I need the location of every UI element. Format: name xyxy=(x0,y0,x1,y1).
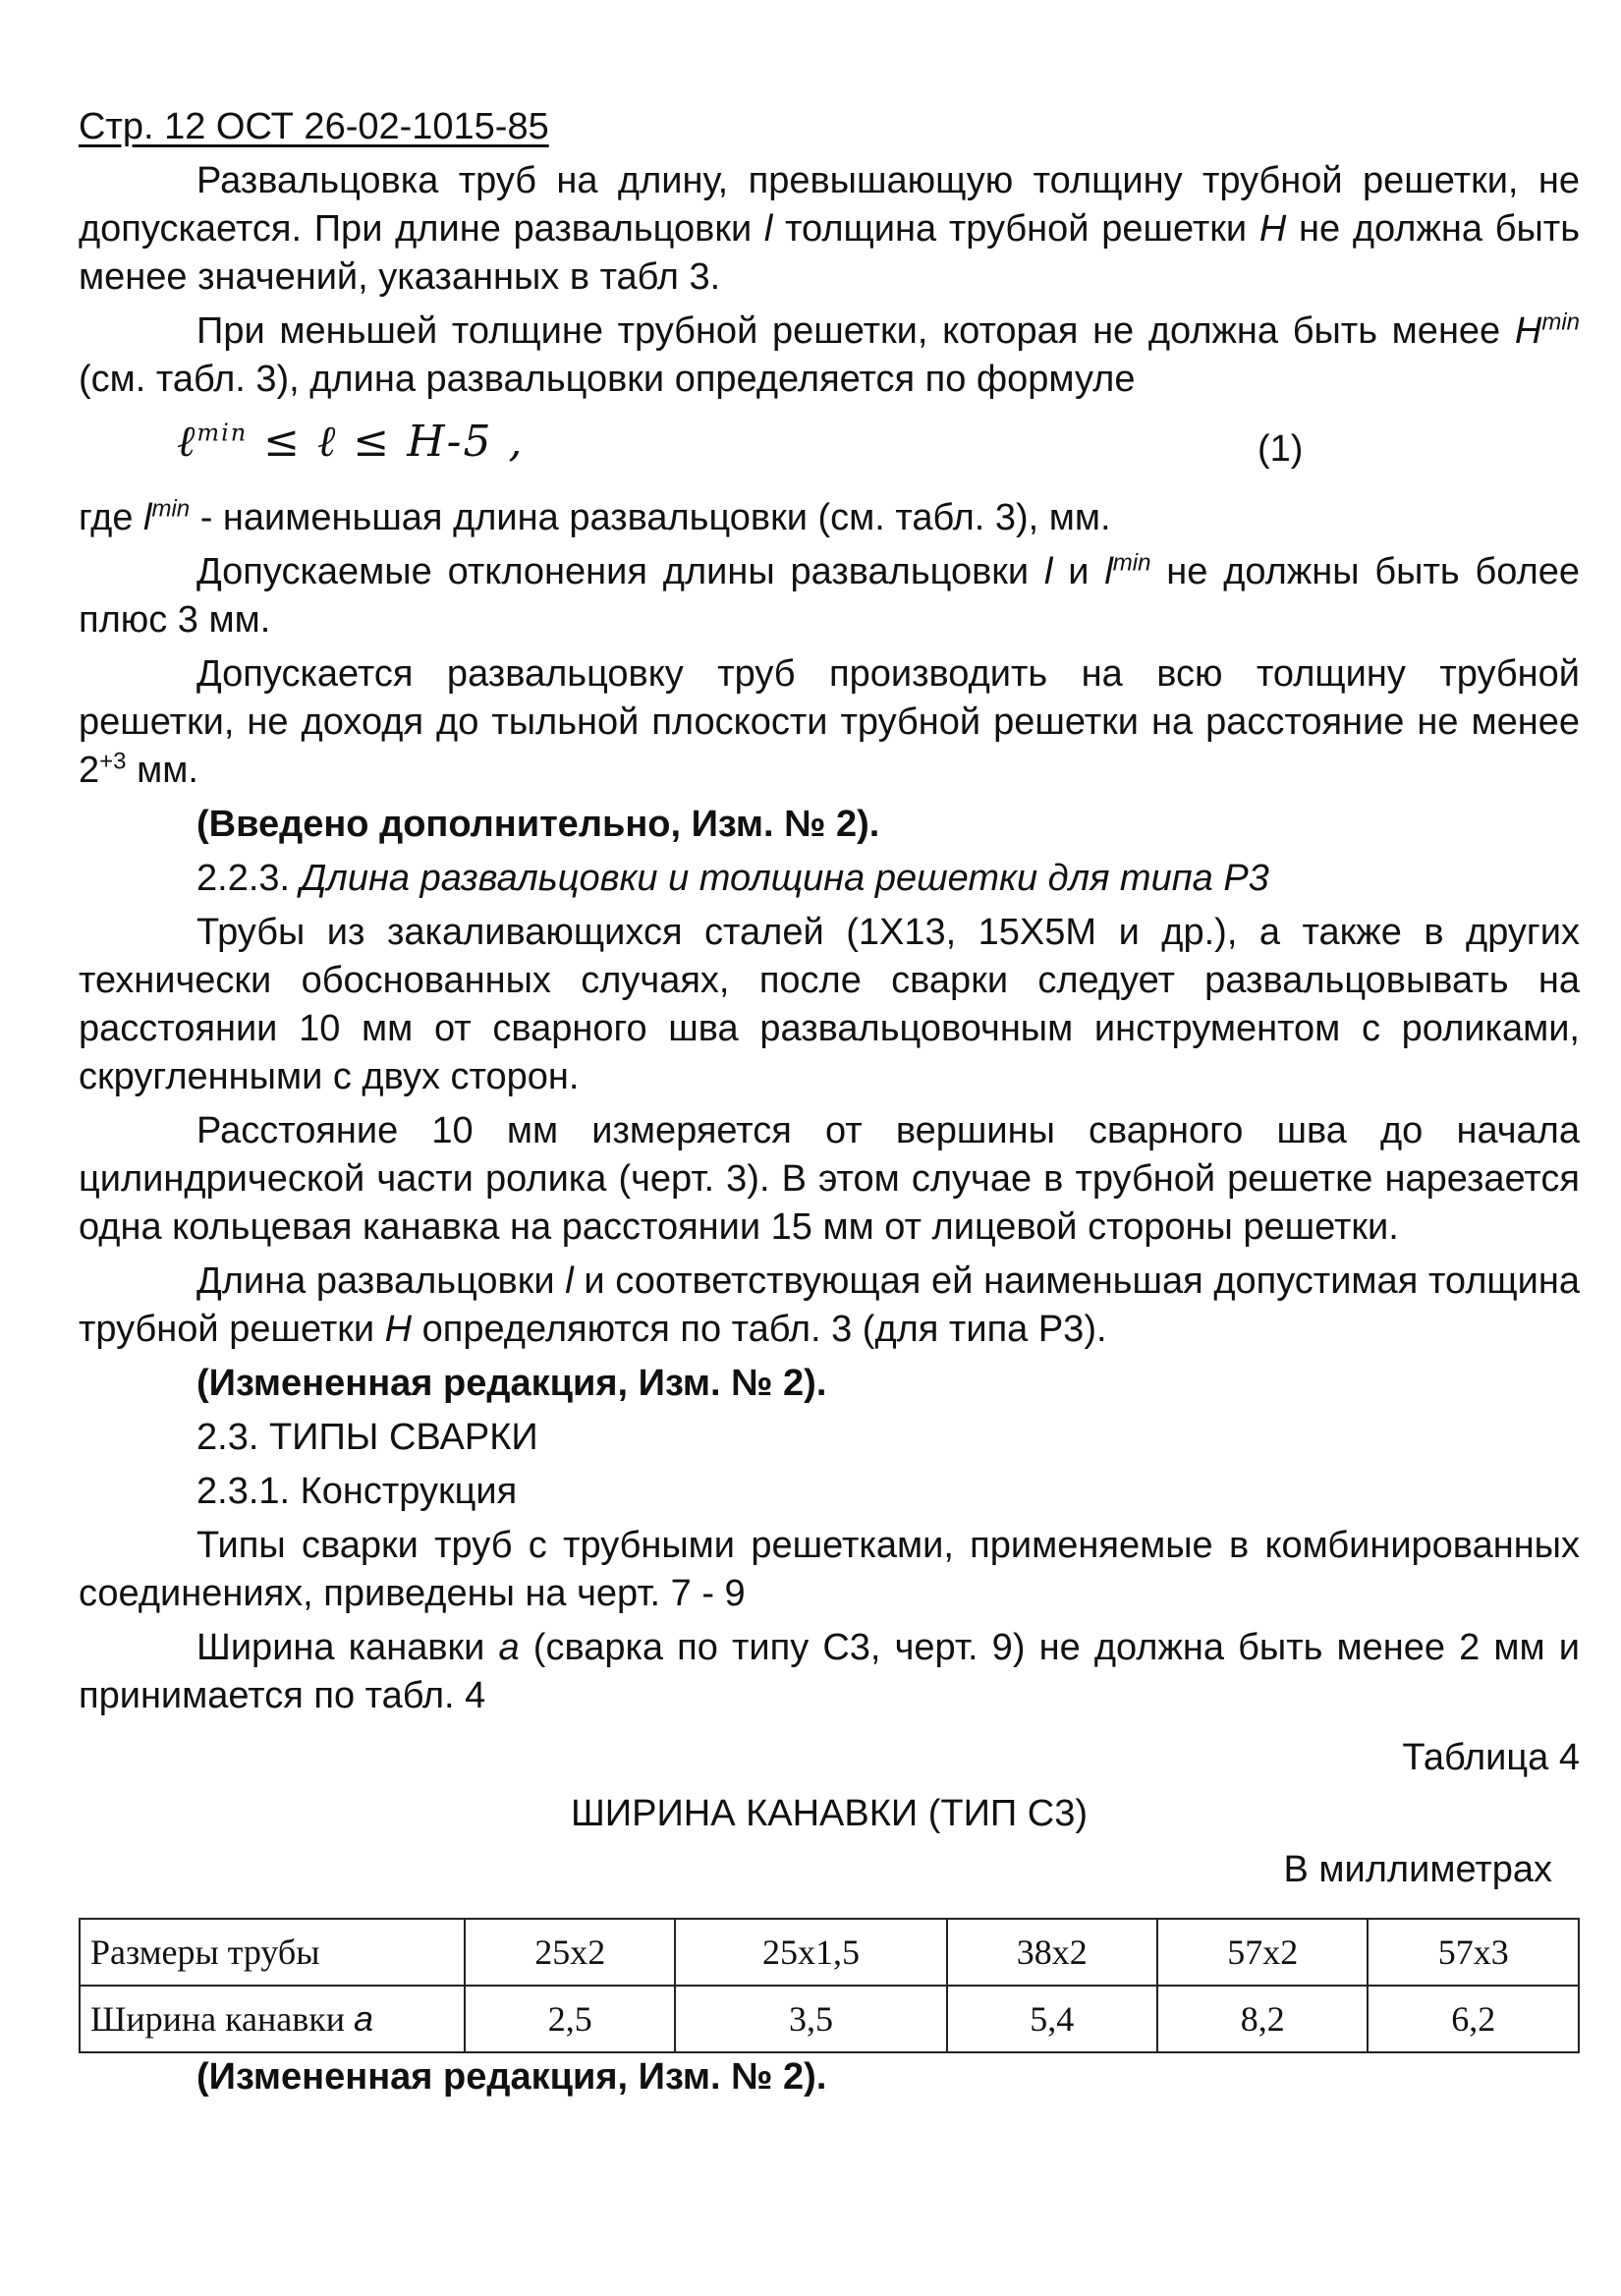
superscript-tolerance: +3 xyxy=(99,748,127,775)
text-run: где xyxy=(79,497,144,538)
groove-width-table xyxy=(79,1918,1580,2053)
text-run: (см. табл. 3), длина развальцовки определяется по формуле xyxy=(79,359,1136,400)
section-heading-2-2-3 xyxy=(79,855,1580,903)
paragraph-length-table3 xyxy=(79,1258,1580,1354)
paragraph-distance: Расстояние 10 мм измеряется от вершины сварного шва до начала цилиндрической части ролика (черт. 3). В этом случае в трубной решетке нарезается одна кольцевая канавка на расстоянии 15 мм от лицевой стороны решетки. xyxy=(79,1110,1580,1248)
variable-a: а xyxy=(498,1627,520,1668)
text-run: Длина развальцовки xyxy=(196,1260,566,1302)
table-cell: 8,2 xyxy=(1157,1986,1368,2052)
table-cell: 2,5 xyxy=(465,1986,675,2052)
text-run: Развальцовка труб на длину, превышающую толщину трубной решетки, не допускается. При длине развальцовки xyxy=(79,160,1580,250)
paragraph-hardening-steels: Трубы из закаливающихся сталей (1Х13, 15Х5М и др.), а также в других технически обоснованных случаях, после сварки следует развальцовывать на расстоянии 10 мм от сварного шва развальцовочным инструментом с роликами, скругленными с двух сторон. xyxy=(79,912,1580,1097)
formula-block xyxy=(79,404,1580,494)
text-run: При меньшей толщине трубной решетки, которая не должна быть менее xyxy=(196,310,1515,352)
table-row xyxy=(80,1986,1579,2052)
paragraph-groove-width xyxy=(79,1624,1580,1720)
text-run: - наименьшая длина развальцовки (см. табл. 3), мм. xyxy=(190,497,1111,538)
section-heading-2-3-1: 2.3.1. Конструкция xyxy=(196,1471,518,1512)
paragraph-where xyxy=(79,494,1580,542)
amendment-note: (Измененная редакция, Изм. № 2). xyxy=(196,2056,827,2098)
formula-lhs: ℓ xyxy=(177,417,197,467)
superscript-min: min xyxy=(151,495,191,523)
table-cell: 6,2 xyxy=(1368,1986,1579,2052)
formula-superscript: min xyxy=(196,419,249,447)
paragraph-rolling-length xyxy=(79,157,1580,302)
table-cell: 57x3 xyxy=(1368,1919,1579,1986)
text-run: определяются по табл. 3 (для типа Р3). xyxy=(412,1309,1107,1350)
document-body xyxy=(79,157,1580,2101)
paragraph-welding-types: Типы сварки труб с трубными решетками, применяемые в комбинированных соединениях, приведены на черт. 7 - 9 xyxy=(79,1525,1580,1614)
variable-h: H xyxy=(384,1309,413,1350)
text-run: не должна быть менее значений, указанных в табл 3. xyxy=(79,208,1580,298)
formula-number: (1) xyxy=(1258,428,1304,470)
row-header: Размеры трубы xyxy=(80,1919,465,1986)
table-cell: 3,5 xyxy=(675,1986,946,2052)
table-cell: 57x2 xyxy=(1157,1919,1368,1986)
table-cell: 25x2 xyxy=(465,1919,675,1986)
page-header: Стр. 12 ОСТ 26-02-1015-85 xyxy=(79,106,549,147)
superscript-min: min xyxy=(1541,308,1580,336)
table-units: В миллиметрах xyxy=(1283,1849,1552,1890)
table-number: Таблица 4 xyxy=(1402,1737,1580,1778)
row-header xyxy=(80,1986,465,2052)
text-run: (сварка по типу С3, черт. 9) не должна быть менее 2 мм и принимается по табл. 4 xyxy=(79,1627,1580,1716)
text-run: Ширина канавки xyxy=(196,1627,499,1668)
table-row xyxy=(80,1919,1579,1986)
variable-l: l xyxy=(143,497,152,538)
paragraph-smaller-thickness xyxy=(79,308,1580,404)
variable-l: l xyxy=(1043,551,1053,592)
table-title: ШИРИНА КАНАВКИ (ТИП С3) xyxy=(570,1793,1089,1834)
variable-l: l xyxy=(763,208,773,250)
text-run: толщина трубной решетки xyxy=(772,208,1259,250)
variable-a: а xyxy=(354,1998,374,2039)
row-header-text: Ширина канавки xyxy=(90,1999,355,2039)
formula-rhs: ≤ ℓ ≤ H-5 , xyxy=(248,417,525,467)
formula xyxy=(177,418,524,466)
section-heading-2-3: 2.3. ТИПЫ СВАРКИ xyxy=(196,1417,538,1458)
text-run: не должны быть более плюс 3 мм. xyxy=(79,551,1581,641)
text-run: и соответствующая ей наименьшая допустимая толщина трубной решетки xyxy=(79,1260,1581,1350)
text-run: мм. xyxy=(126,750,198,791)
variable-l: l xyxy=(565,1260,574,1302)
paragraph-deviations xyxy=(79,548,1580,644)
text-run: Допускаемые отклонения длины развальцовки xyxy=(196,551,1044,592)
table-cell: 25x1,5 xyxy=(675,1919,946,1986)
variable-h: H xyxy=(1514,310,1542,352)
superscript-min: min xyxy=(1112,549,1151,577)
amendment-note: (Измененная редакция, Изм. № 2). xyxy=(196,1363,827,1404)
section-title: Длина развальцовки и толщина решетки для типа Р3 xyxy=(300,858,1269,899)
text-run: и xyxy=(1052,551,1105,592)
amendment-note: (Введено дополнительно, Изм. № 2). xyxy=(196,804,880,845)
paragraph-full-thickness xyxy=(79,650,1580,795)
text-run: Допускается развальцовку труб производить на всю толщину трубной решетки, не доходя до тыльной плоскости трубной решетки на расстояние не менее 2 xyxy=(79,653,1580,791)
variable-l: l xyxy=(1104,551,1113,592)
table-cell: 38x2 xyxy=(947,1919,1157,1986)
section-number: 2.2.3. xyxy=(196,858,301,899)
table-cell: 5,4 xyxy=(947,1986,1157,2052)
variable-h: H xyxy=(1258,208,1287,250)
